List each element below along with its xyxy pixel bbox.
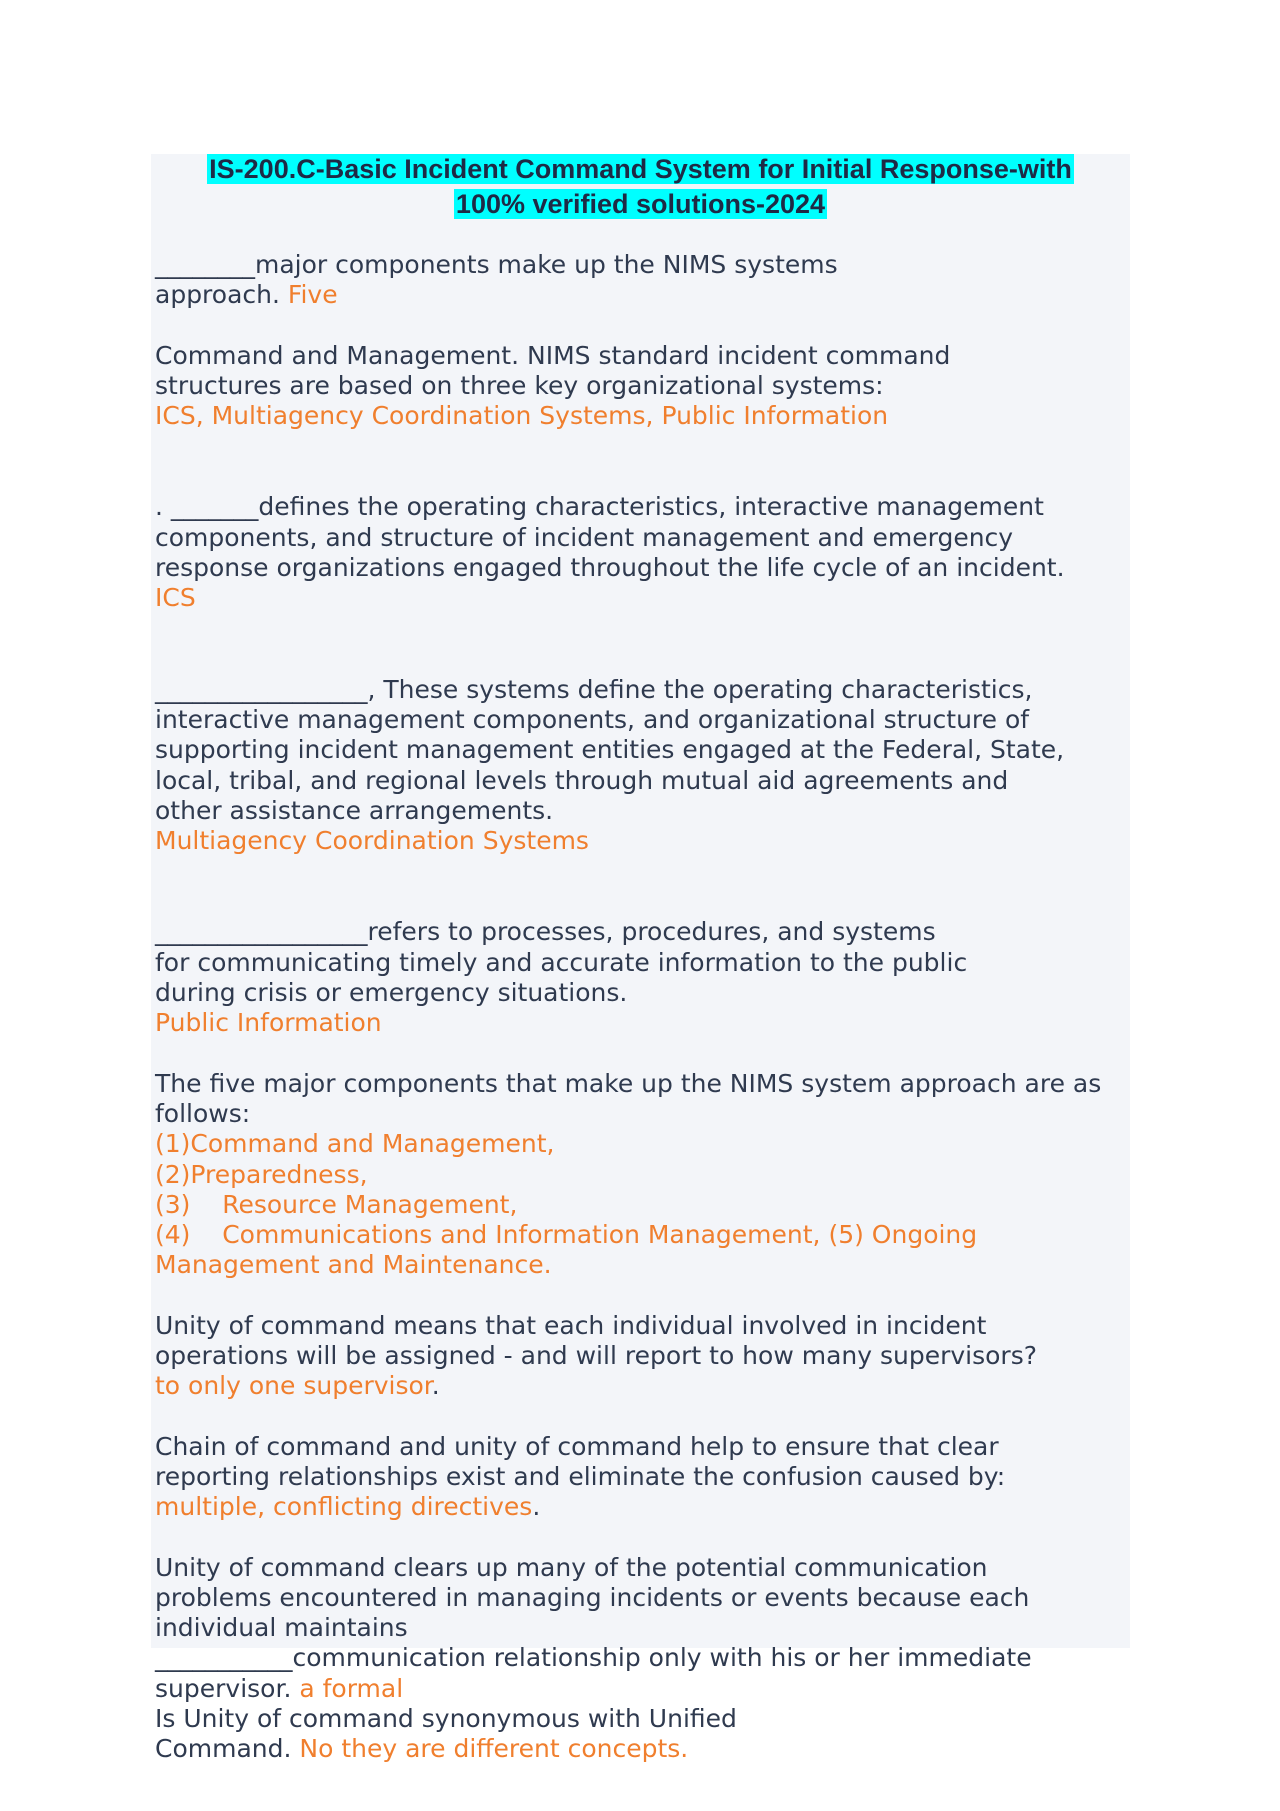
question-line: response organizations engaged throughout the life cycle of an incident. (155, 553, 1065, 583)
qa-item (155, 1553, 1145, 1704)
qa-item (155, 1704, 1145, 1765)
answer-line: (1)Command and Management, (155, 1129, 555, 1159)
question-line: approach. (155, 280, 288, 310)
qa-item (155, 1432, 1145, 1523)
question-line: local, tribal, and regional levels through mutual aid agreements and (155, 765, 1009, 795)
title-line-2: 100% verified solutions-2024 (455, 189, 826, 219)
question-line: ________major components make up the NIMS systems (155, 250, 838, 279)
question-line: Unity of command clears up many of the potential communication (155, 1552, 988, 1582)
question-line: operations will be assigned - and will report to how many supervisors? (155, 1341, 1038, 1371)
question-line: individual maintains (155, 1613, 408, 1643)
answer-text: Multiagency Coordination Systems (155, 826, 589, 856)
page-title (151, 152, 1130, 222)
qa-item (155, 250, 1145, 311)
question-line: Is Unity of command synonymous with Unified (155, 1703, 737, 1733)
question-line: _________________refers to processes, procedures, and systems (155, 917, 936, 947)
answer-text: ICS, Multiagency Coordination Systems, Public Information (155, 401, 889, 431)
question-line: during crisis or emergency situations. (155, 978, 628, 1008)
question-line: for communicating timely and accurate information to the public (155, 947, 968, 977)
question-line: problems encountered in managing incidents or events because each (155, 1582, 1030, 1612)
answer-text: Public Information (155, 1008, 382, 1038)
answer-text: a formal (299, 1673, 404, 1703)
answer-text: multiple, conflicting directives (155, 1492, 533, 1522)
answer-suffix: . (431, 1371, 440, 1401)
question-line: _________________, These systems define the operating characteristics, (155, 674, 1033, 704)
answer-text: No they are different concepts. (299, 1734, 689, 1764)
qa-item (155, 1311, 1145, 1402)
question-line: supervisor. (155, 1673, 300, 1703)
question-line: Command and Management. NIMS standard incident command (155, 340, 951, 370)
answer-text: ICS (155, 583, 196, 613)
title-line-1: IS-200.C-Basic Incident Command System for Initial Response-with (209, 154, 1072, 184)
qa-item (155, 1069, 1145, 1281)
answer-line: Management and Maintenance. (155, 1250, 552, 1280)
answer-text: to only one supervisor (155, 1371, 432, 1401)
answer-line: (2)Preparedness, (155, 1159, 368, 1189)
question-line: structures are based on three key organizational systems: (155, 370, 884, 400)
question-line: Unity of command means that each individual involved in incident (155, 1310, 987, 1340)
qa-item (155, 675, 1145, 857)
question-line: components, and structure of incident management and emergency (155, 522, 1014, 552)
question-line: Chain of command and unity of command help to ensure that clear (155, 1431, 999, 1461)
question-line: . _______defines the operating characteristics, interactive management (155, 492, 1044, 522)
question-line: other assistance arrangements. (155, 795, 554, 825)
answer-line: (4) Communications and Information Management, (5) Ongoing (155, 1220, 978, 1250)
question-line: Command. (155, 1734, 300, 1764)
question-line: supporting incident management entities engaged at the Federal, State, (155, 735, 1065, 765)
question-line: ___________communication relationship only with his or her immediate (155, 1643, 1032, 1673)
question-line: The five major components that make up the NIMS system approach are as (155, 1068, 1102, 1098)
answer-line: (3) Resource Management, (155, 1189, 518, 1219)
question-line: interactive management components, and organizational structure of (155, 704, 1030, 734)
qa-item (155, 917, 1145, 1038)
question-line: follows: (155, 1098, 251, 1128)
question-line: reporting relationships exist and eliminate the confusion caused by: (155, 1461, 1006, 1491)
qa-list (155, 250, 1145, 1765)
answer-suffix: . (532, 1492, 541, 1522)
qa-item (155, 341, 1145, 432)
answer-text: Five (287, 280, 338, 310)
qa-item (155, 492, 1145, 613)
